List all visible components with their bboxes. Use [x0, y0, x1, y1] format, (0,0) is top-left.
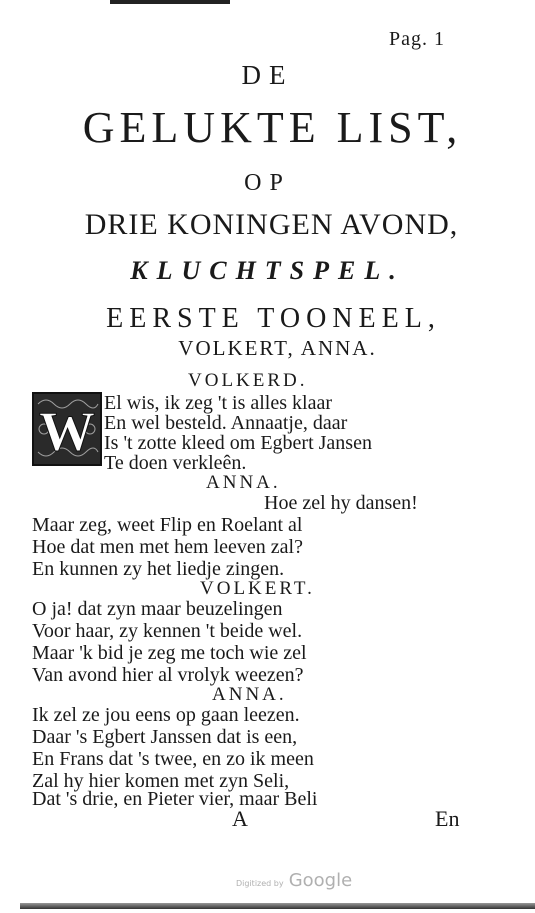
- catchword: En: [435, 806, 460, 831]
- title-op: OP: [244, 170, 291, 196]
- digitization-watermark: [236, 870, 352, 891]
- title-main: GELUKTE LIST,: [82, 103, 463, 152]
- scene-heading: EERSTE TOONEEL,: [106, 303, 441, 334]
- verse-line: Hoe dat men met hem leeven zal?: [32, 536, 303, 558]
- verse-line: En Frans dat 's twee, en zo ik meen: [32, 748, 314, 770]
- watermark-brand: Google: [288, 870, 353, 891]
- verse-line: En kunnen zy het liedje zingen.: [32, 558, 285, 580]
- verse-line: Voor haar, zy kennen 't beide wel.: [32, 620, 303, 642]
- title-de: DE: [241, 60, 294, 90]
- page-number: Pag. 1: [389, 28, 445, 50]
- verse-line: O ja! dat zyn maar beuzelingen: [32, 598, 283, 620]
- verse-line: Dat 's drie, en Pieter vier, maar Beli: [32, 788, 318, 810]
- verse-line: Ik zel ze jou eens op gaan leezen.: [32, 704, 300, 726]
- speaker-label: VOLKERT.: [200, 578, 315, 599]
- top-edge-rule: [110, 0, 230, 4]
- ornamental-initial-w-icon: [32, 392, 102, 466]
- verse-line: Van avond hier al vrolyk weezen?: [32, 664, 304, 686]
- title-subtitle: DRIE KONINGEN AVOND,: [84, 208, 459, 241]
- speaker-label: ANNA.: [212, 684, 287, 705]
- bottom-page-edge: [20, 903, 535, 909]
- verse-line: Maar zeg, weet Flip en Roelant al: [32, 514, 303, 536]
- svg-text:W: W: [39, 401, 95, 463]
- watermark-prefix: Digitized by: [236, 879, 284, 888]
- verse-line: Hoe zel hy dansen!: [264, 492, 418, 514]
- verse-line: Is 't zotte kleed om Egbert Jansen: [104, 432, 372, 454]
- title-genre: KLUCHTSPEL.: [130, 256, 405, 285]
- verse-line: En wel besteld. Annaatje, daar: [104, 412, 348, 434]
- verse-line: Te doen verkleên.: [104, 452, 247, 474]
- scene-characters: VOLKERT, ANNA.: [178, 336, 377, 360]
- verse-line: Daar 's Egbert Janssen dat is een,: [32, 726, 298, 748]
- signature-mark: A: [232, 806, 248, 831]
- verse-line: Zal hy hier komen met zyn Seli,: [32, 770, 290, 792]
- verse-line: El wis, ik zeg 't is alles klaar: [104, 392, 332, 414]
- verse-line: Maar 'k bid je zeg me toch wie zel: [32, 642, 307, 664]
- speaker-label: ANNA.: [206, 472, 281, 493]
- speaker-label: VOLKERD.: [188, 370, 308, 391]
